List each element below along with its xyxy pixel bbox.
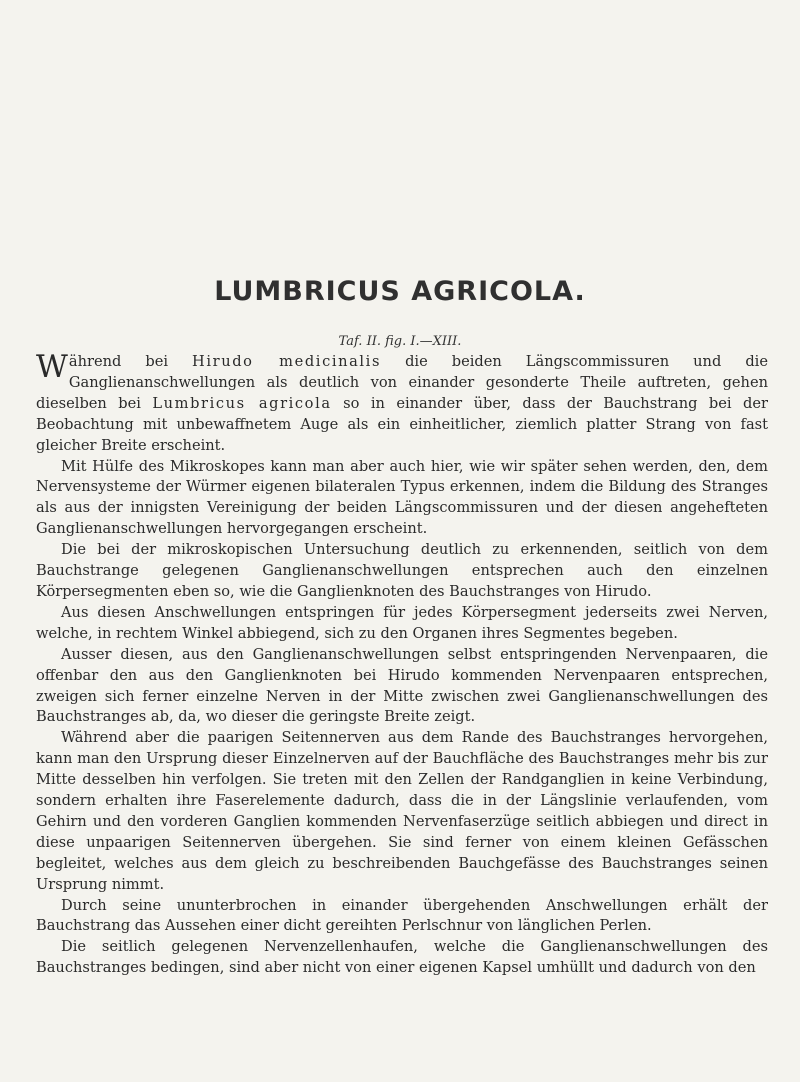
paragraph [36, 937, 768, 979]
paragraph [36, 645, 768, 729]
plate-reference: Taf. II. fig. I.—XIII. [338, 334, 462, 349]
body-text [36, 349, 768, 979]
paragraph [36, 457, 768, 541]
paragraph [36, 728, 768, 895]
paragraph [36, 603, 768, 645]
spaced-species-name: Hirudo medicinalis [192, 353, 382, 370]
section-heading: LUMBRICUS AGRICOLA. [214, 276, 586, 307]
paragraph [36, 349, 768, 457]
paragraph [36, 540, 768, 603]
text-run: Die bei der mikroskopischen Untersuchung deutlich zu erkennenden, seitlich von dem Bauchstrange gelegenen Ganglienanschwellungen entsprechen auch den einzelnen Körpersegmenten eben so, wie die Ganglienknoten des Bauchstranges von Hirudo. [36, 541, 768, 600]
text-run: Ausser diesen, aus den Ganglienanschwellungen selbst entspringenden Nervenpaaren, die offenbar den aus den Ganglienknoten bei Hirudo kommenden Nervenpaaren entsprechen, zweigen sich ferner einzelne Nerven in der Mitte zwischen zwei Ganglienanschwellungen des Bauchstranges ab, da, wo dieser die geringste Breite zeigt. [36, 645, 768, 726]
text-run: Während aber die paarigen Seitennerven aus dem Rande des Bauchstranges hervorgehen, kann man den Ursprung dieser Einzelnerven auf der Bauchfläche des Bauchstranges mehr bis zur Mitte desselben hin verfolgen. Sie treten mit den Zellen der Randganglien in keine Verbindung, sondern erhalten ihre Faserelemente dadurch, dass die in der Längslinie verlaufenden, vom Gehirn und den vorderen Ganglien kommenden Nervenfaserzüge seitlich abbiegen und direct in diese unpaarigen Seitennerven übergehen. Sie sind ferner von einem kleinen Gefässchen begleitet, welches aus dem gleich zu beschreibenden Bauchgefässe des Bauchstranges seinen Ursprung nimmt. [36, 729, 768, 893]
paragraph [36, 896, 768, 938]
text-run: Mit Hülfe des Mikroskopes kann man aber auch hier, wie wir später sehen werden, den, dem Nervensysteme der Würmer eigenen bilateralen Typus erkennen, indem die Bildung des Stranges als aus der innigsten Vereinigung der beiden Längscommissuren und der diesen angehefteten Ganglienanschwellungen hervorgegangen erscheint. [36, 457, 768, 538]
text-run: ährend bei [68, 353, 193, 370]
drop-cap: W [36, 349, 68, 385]
text-run: die beiden Längscommissuren und die Ganglienanschwellungen als deutlich von einander gesonderte Theile auftreten, gehen dieselben bei [36, 353, 768, 412]
text-run: Die seitlich gelegenen Nervenzellenhaufen, welche die Ganglienanschwellungen des Bauchstranges bedingen, sind aber nicht von einer eigenen Kapsel umhüllt und dadurch von den [36, 938, 768, 977]
spaced-species-name: Lumbricus agricola [152, 394, 332, 412]
text-run: Durch seine ununterbrochen in einander übergehenden Anschwellungen erhält der Bauchstrang das Aussehen einer dicht gereihten Perlschnur von länglichen Perlen. [36, 896, 768, 935]
text-run: so in einander über, dass der Bauchstrang bei der Beobachtung mit unbewaffnetem Auge als ein einheitlicher, ziemlich platter Strang von fast gleicher Breite erscheint. [36, 394, 768, 454]
text-run: Aus diesen Anschwellungen entspringen für jedes Körpersegment jederseits zwei Nerven, welche, in rechtem Winkel abbiegend, sich zu den Organen ihres Segmentes begeben. [36, 603, 768, 642]
